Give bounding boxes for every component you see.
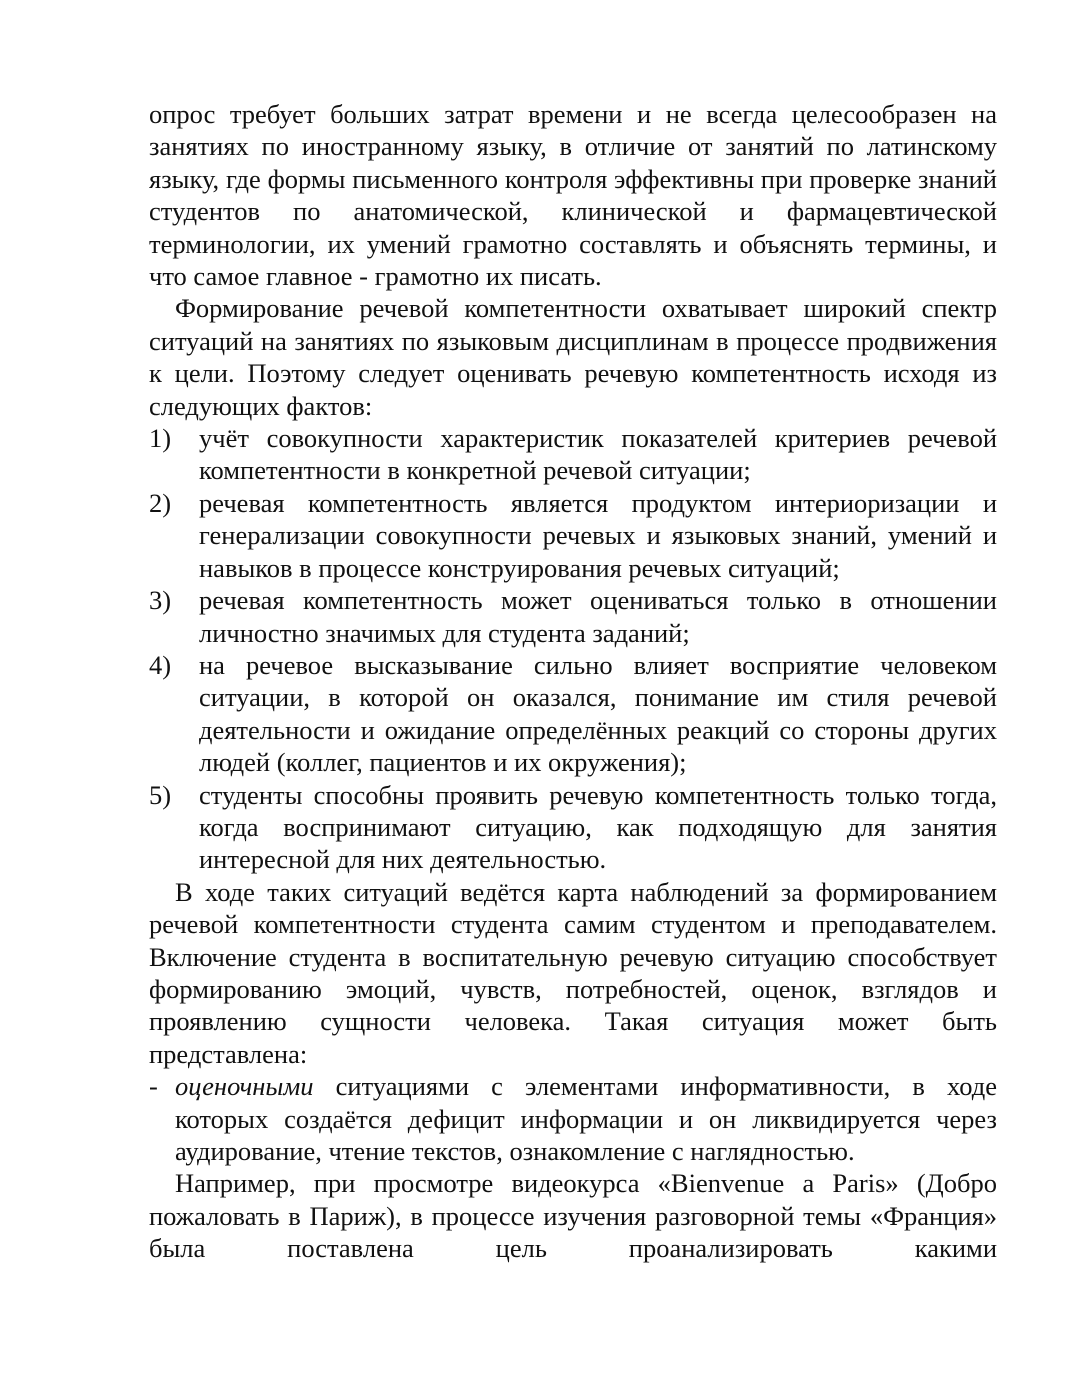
list-item-number: 4)	[149, 649, 172, 680]
list-item-number: 2)	[149, 487, 172, 518]
dash-item-text: ситуациями с элементами информативности, в ходе которых создаётся дефицит информации и он ликвидируется через аудирование, чтение текстов, ознакомление с наглядностью.	[175, 1071, 997, 1166]
paragraph-1: опрос требует больших затрат времени и не всегда целесообразен на занятиях по иностранному языку, в отличие от занятий по латинскому языку, где формы письменного контроля эффективны при проверке знаний студентов по анатомической, клинической и фармацевтической терминологии, их умений грамотно составлять и объяснять термины, и что самое главное - грамотно их писать.	[149, 99, 997, 292]
list-item-number: 3)	[149, 585, 172, 616]
list-item-2	[149, 487, 997, 584]
italic-term: оценочными	[175, 1071, 314, 1102]
dash-list-item	[149, 1070, 997, 1167]
list-item-5	[149, 779, 997, 876]
list-item-text: учёт совокупности характеристик показателей критериев речевой компетентности в конкретной речевой ситуации;	[199, 423, 997, 486]
list-item-text: речевая компетентность является продуктом интериоризации и генерализации совокупности речевых и языковых знаний, умений и навыков в процессе конструирования речевых ситуаций;	[199, 487, 997, 583]
paragraph-3: В ходе таких ситуаций ведётся карта наблюдений за формированием речевой компетентности студента самим студентом и преподавателем. Включение студента в воспитательную речевую ситуацию способствует формированию эмоций, чувств, потребностей, оценок, взглядов и проявлению сущности человека. Такая ситуация может быть представлена:	[149, 876, 997, 1069]
list-item-text: речевая компетентность может оцениваться только в отношении личностно значимых для студента заданий;	[199, 585, 997, 648]
list-item-number: 1)	[149, 423, 172, 454]
list-item-number: 5)	[149, 779, 172, 810]
dash-mark: -	[149, 1071, 158, 1102]
document-page	[149, 98, 997, 1265]
numbered-list	[149, 422, 997, 876]
list-item-4	[149, 649, 997, 779]
paragraph-2: Формирование речевой компетентности охватывает широкий спектр ситуаций на занятиях по языковым дисциплинам в процессе продвижения к цели. Поэтому следует оценивать речевую компетентность исходя из следующих фактов:	[149, 293, 997, 421]
list-item-text: студенты способны проявить речевую компетентность только тогда, когда воспринимают ситуацию, как подходящую для занятия интересной для них деятельностью.	[199, 779, 997, 875]
list-item-text: на речевое высказывание сильно влияет восприятие человеком ситуации, в которой он оказался, понимание им стиля речевой деятельности и ожидание определённых реакций со стороны других людей (коллег, пациентов и их окружения);	[199, 649, 997, 778]
list-item-3	[149, 584, 997, 649]
list-item-1	[149, 422, 997, 487]
paragraph-4: Например, при просмотре видеокурса «Bienvenue a Paris» (Добро пожаловать в Париж), в процессе изучения разговорной темы «Франция» была поставлена цель проанализировать какими	[149, 1168, 997, 1264]
